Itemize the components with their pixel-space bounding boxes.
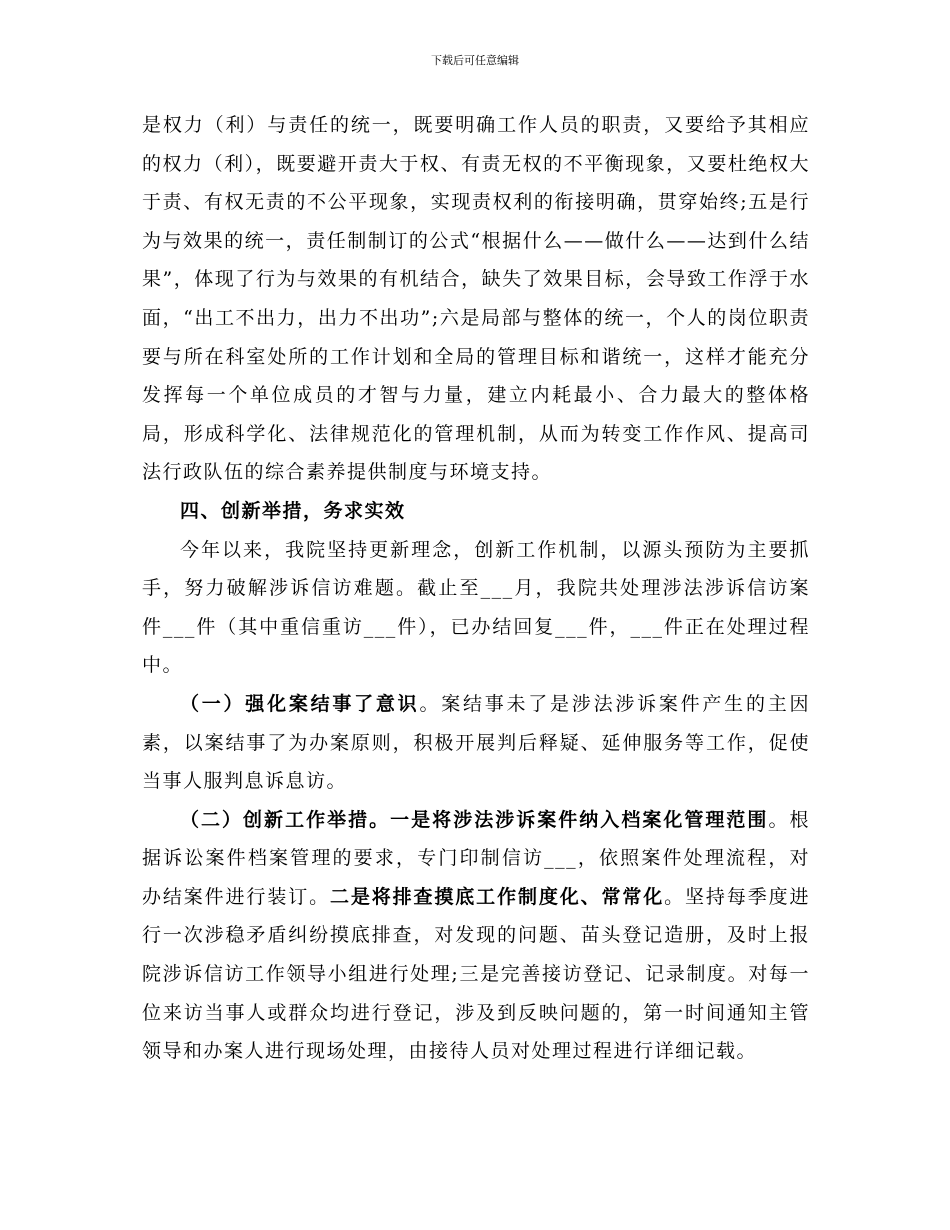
item-2-text-2: 。坚持每季度进行一次涉稳矛盾纠纷摸底排查，对发现的问题、苗头登记造册，及时上报院涉诉信访工作领导小组进行处理;三是完善接访登记、记录制度。对每一位来访当事人或群众均进行登记，涉及到反映问题的，第一时间通知主管领导和办案人进行现场处理，由接待人员对处理过程进行详细记载。: [142, 885, 810, 1063]
document-body: [142, 106, 810, 1071]
item-2-lead: （二）创新工作举措: [180, 808, 370, 831]
paragraph-item-2: [142, 801, 810, 1071]
item-1-text: 。案结事未了是涉法涉诉案件产生的主因素，以案结事了为办案原则，积极开展判后释疑、延伸服务等工作，促使当事人服判息诉息访。: [142, 692, 810, 793]
item-2-punct: 。: [369, 808, 391, 831]
paragraph-item-1: [142, 685, 810, 801]
page-header: 下载后可任意编辑: [431, 54, 519, 67]
paragraph-intro: 今年以来，我院坚持更新理念，创新工作机制，以源头预防为主要抓手，努力破解涉诉信访难题。截止至___月，我院共处理涉法涉诉信访案件___件（其中重信重访___件），已办结回复___件，___件正在处理过程中。: [142, 538, 810, 677]
item-2-text-1: 。根据诉讼案件档案管理的要求，专门印制信访___，依照案件处理流程，对办结案件进行装订。: [142, 808, 810, 908]
item-2-point-1: 一是将涉法涉诉案件纳入档案化管理范围: [390, 808, 769, 831]
item-1-lead: （一）强化案结事了意识: [180, 692, 420, 715]
item-2-point-2: 二是将排查摸底工作制度化、常常化: [329, 885, 665, 908]
section-heading: 四、创新举措，务求实效: [180, 499, 406, 522]
paragraph-continuation: 是权力（利）与责任的统一，既要明确工作人员的职责，又要给予其相应的权力（利），既要避开责大于权、有责无权的不平衡现象，又要杜绝权大于责、有权无责的不公平现象，实现责权利的衔接明确，贯穿始终;五是行为与效果的统一，责任制制订的公式“根据什么——做什么——达到什么结果”，体现了行为与效果的有机结合，缺失了效果目标，会导致工作浮于水面，“出工不出力，出力不出功”;六是局部与整体的统一，个人的岗位职责要与所在科室处所的工作计划和全局的管理目标和谐统一，这样才能充分发挥每一个单位成员的才智与力量，建立内耗最小、合力最大的整体格局，形成科学化、法律规范化的管理机制，从而为转变工作作风、提高司法行政队伍的综合素养提供制度与环境支持。: [142, 114, 810, 484]
